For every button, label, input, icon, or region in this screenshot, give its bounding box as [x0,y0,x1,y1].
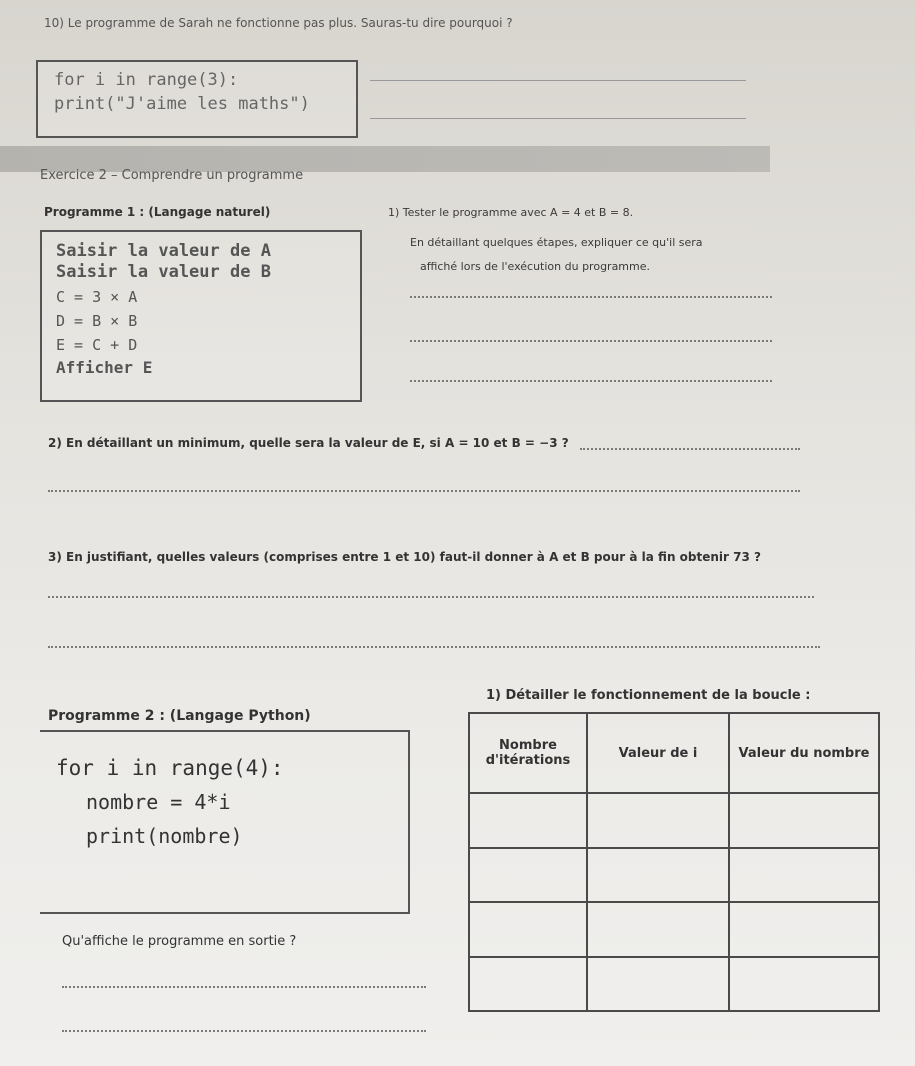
answer-dots [410,340,772,342]
loop-table [468,712,880,1012]
answer-dots [62,1030,426,1032]
code-line-1: for i in range(3): [54,70,239,90]
question-1-line-3: affiché lors de l'exécution du programme. [420,260,651,273]
prog2-line-1: for i in range(4): [56,756,284,780]
program-2-title: Programme 2 : (Langage Python) [48,708,311,724]
header-i-value: Valeur de i [587,713,729,793]
code-box-top [36,60,358,138]
header-iterations: Nombre d'itérations [469,713,587,793]
table-row [469,902,879,957]
answer-dots [62,986,426,988]
answer-line [370,118,746,119]
detail-question: 1) Détailler le fonctionnement de la boucle : [486,688,811,703]
answer-line [370,80,746,81]
output-question: Qu'affiche le programme en sortie ? [62,934,297,949]
prog1-line-2: Saisir la valeur de B [56,262,271,282]
prog1-line-4: D = B × B [56,312,138,330]
program-1-title: Programme 1 : (Langage naturel) [44,205,271,219]
question-10: 10) Le programme de Sarah ne fonctionne pas plus. Sauras-tu dire pourquoi ? [44,16,513,30]
answer-dots [580,448,800,450]
code-line-2: print("J'aime les maths") [54,94,310,114]
table-row [469,848,879,903]
prog1-line-6: Afficher E [56,358,153,377]
prog1-line-3: C = 3 × A [56,288,138,306]
table-row [469,793,879,848]
answer-dots [410,296,772,298]
prog2-line-3: print(nombre) [86,824,243,848]
question-1-line-1: 1) Tester le programme avec A = 4 et B = 8. [388,206,634,219]
question-3: 3) En justifiant, quelles valeurs (comprises entre 1 et 10) faut-il donner à A et B pour à la fin obtenir 73 ? [48,550,761,564]
header-number-value: Valeur du nombre [729,713,879,793]
program-2-box [40,730,410,914]
answer-dots [48,596,814,598]
table-row [469,957,879,1012]
program-1-box [40,230,362,402]
prog2-line-2: nombre = 4*i [86,790,231,814]
answer-dots [48,490,800,492]
prog1-line-1: Saisir la valeur de A [56,241,271,261]
prog1-line-5: E = C + D [56,336,138,354]
question-2: 2) En détaillant un minimum, quelle sera la valeur de E, si A = 10 et B = −3 ? [48,436,569,450]
question-1-line-2: En détaillant quelques étapes, expliquer ce qu'il sera [410,236,703,249]
answer-dots [410,380,772,382]
exercise-title: Exercice 2 – Comprendre un programme [40,168,304,183]
answer-dots [48,646,820,648]
